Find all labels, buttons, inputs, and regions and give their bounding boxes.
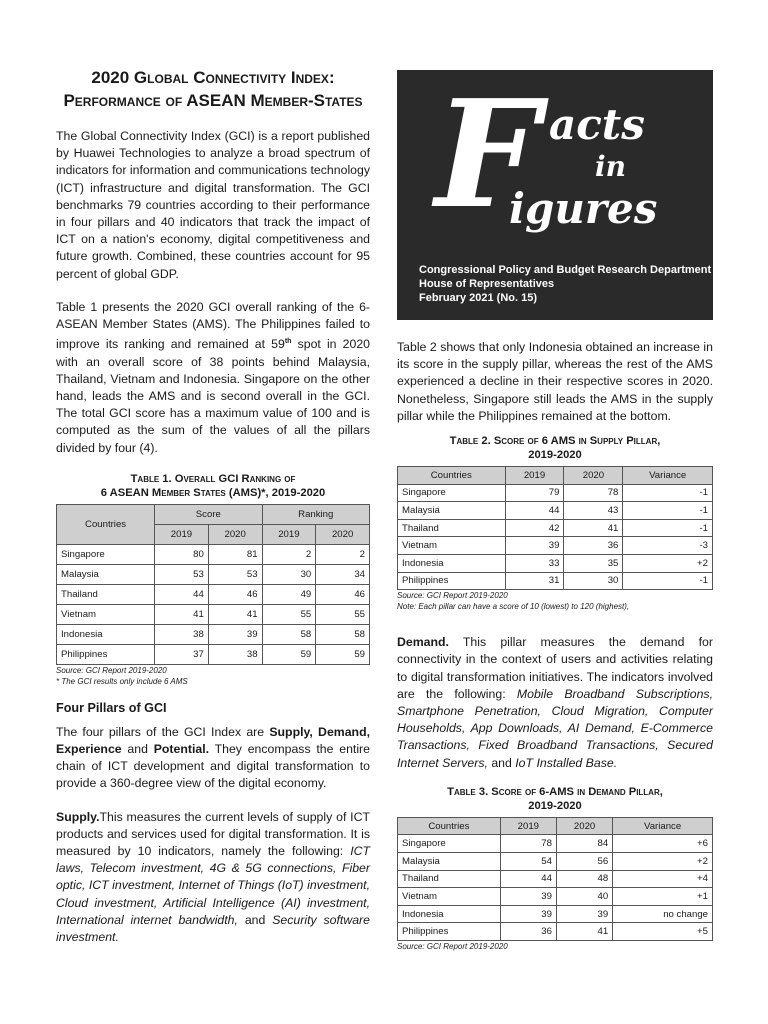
value-2020-cell: 48 bbox=[556, 870, 612, 888]
table-row bbox=[398, 519, 713, 537]
masthead-in: in bbox=[595, 150, 626, 183]
table1-title-line2: 6 ASEAN Member States (AMS)*, 2019-2020 bbox=[100, 486, 326, 499]
table1-source: Source: GCI Report 2019-2020 bbox=[56, 665, 167, 675]
table1-header-rank-2019: 2019 bbox=[262, 524, 316, 544]
country-cell: Vietnam bbox=[398, 537, 506, 555]
rank-2019-cell: 49 bbox=[262, 584, 316, 604]
supply-paragraph bbox=[56, 809, 370, 947]
table1-title bbox=[56, 472, 370, 500]
variance-cell: +2 bbox=[623, 554, 713, 572]
left-column bbox=[56, 66, 370, 946]
score-2019-cell: 41 bbox=[155, 604, 209, 624]
masthead-acts: acts bbox=[549, 100, 645, 149]
value-2020-cell: 56 bbox=[556, 852, 612, 870]
value-2019-cell: 39 bbox=[500, 888, 556, 906]
table3-source: Source: GCI Report 2019-2020 bbox=[397, 941, 508, 951]
country-cell: Thailand bbox=[398, 519, 506, 537]
table1-header-score-2019: 2019 bbox=[155, 524, 209, 544]
table-row bbox=[398, 554, 713, 572]
table1-header-rank-2020: 2020 bbox=[316, 524, 370, 544]
rank-2020-cell: 59 bbox=[316, 644, 370, 664]
variance-cell: +5 bbox=[613, 923, 713, 941]
country-cell: Vietnam bbox=[57, 604, 155, 624]
variance-cell: -1 bbox=[623, 572, 713, 590]
rank-2020-cell: 34 bbox=[316, 564, 370, 584]
demand-list: Mobile Broadband Subscriptions, Smartphone Penetration, Cloud Migration, Computer Households, App Downloads, AI Demand, E-Commerce Transactions, Fixed Broadband Transactions, Secured Internet Servers, bbox=[397, 686, 713, 770]
table3-header-2019: 2019 bbox=[500, 817, 556, 835]
facts-in-figures-masthead bbox=[397, 70, 713, 320]
value-2019-cell: 31 bbox=[505, 572, 564, 590]
value-2020-cell: 84 bbox=[556, 835, 612, 853]
table-row bbox=[398, 572, 713, 590]
variance-cell: -1 bbox=[623, 519, 713, 537]
rank-2020-cell: 58 bbox=[316, 624, 370, 644]
table1-header-ranking: Ranking bbox=[262, 504, 369, 524]
table1-note: * The GCI results only include 6 AMS bbox=[56, 676, 188, 686]
score-2019-cell: 80 bbox=[155, 544, 209, 564]
table3-header-countries: Countries bbox=[398, 817, 501, 835]
value-2019-cell: 44 bbox=[505, 502, 564, 520]
rank-2019-cell: 58 bbox=[262, 624, 316, 644]
value-2019-cell: 54 bbox=[500, 852, 556, 870]
country-cell: Malaysia bbox=[57, 564, 155, 584]
value-2019-cell: 79 bbox=[505, 484, 564, 502]
para2-superscript: th bbox=[284, 338, 292, 346]
table-row bbox=[398, 888, 713, 906]
rank-2019-cell: 55 bbox=[262, 604, 316, 624]
table3-header-variance: Variance bbox=[613, 817, 713, 835]
rank-2020-cell: 46 bbox=[316, 584, 370, 604]
country-cell: Thailand bbox=[398, 870, 501, 888]
table1-intro-paragraph bbox=[56, 299, 370, 457]
para2-text-a: Table 1 presents the 2020 GCI overall ranking of the 6-ASEAN Member States (AMS). The Philippines failed to improve its ranking and remained at 59 bbox=[56, 299, 370, 352]
score-2020-cell: 53 bbox=[208, 564, 262, 584]
value-2019-cell: 44 bbox=[500, 870, 556, 888]
table3-title-line2: 2019-2020 bbox=[528, 799, 582, 812]
rank-2019-cell: 59 bbox=[262, 644, 316, 664]
table-row bbox=[398, 870, 713, 888]
table2-title-line1: Table 2. Score of 6 AMS in Supply Pillar, bbox=[449, 435, 661, 448]
value-2019-cell: 39 bbox=[505, 537, 564, 555]
score-2019-cell: 53 bbox=[155, 564, 209, 584]
table-row bbox=[57, 564, 370, 584]
table2-header-variance: Variance bbox=[623, 467, 713, 485]
value-2019-cell: 78 bbox=[500, 835, 556, 853]
table-row bbox=[398, 835, 713, 853]
masthead-info bbox=[419, 263, 711, 305]
page-title: 2020 Global Connectivity Index: Performance of ASEAN Member-States bbox=[63, 68, 363, 110]
variance-cell: +4 bbox=[613, 870, 713, 888]
score-2020-cell: 38 bbox=[208, 644, 262, 664]
table-row bbox=[398, 905, 713, 923]
rank-2019-cell: 2 bbox=[262, 544, 316, 564]
table3-demand-pillar bbox=[397, 817, 713, 941]
table3-title bbox=[397, 785, 713, 813]
country-cell: Malaysia bbox=[398, 852, 501, 870]
variance-cell: no change bbox=[613, 905, 713, 923]
value-2020-cell: 30 bbox=[564, 572, 623, 590]
supply-and: and bbox=[237, 912, 273, 927]
table-row bbox=[57, 584, 370, 604]
table-row bbox=[398, 852, 713, 870]
value-2019-cell: 36 bbox=[500, 923, 556, 941]
value-2020-cell: 43 bbox=[564, 502, 623, 520]
supply-list: ICT laws, Telecom investment, 4G & 5G connections, Fiber optic, ICT investment, Internet of Things (IoT) investment, Cloud investment, Artificial Intelligence (AI) investment, International internet bandwidth, bbox=[56, 843, 370, 927]
country-cell: Indonesia bbox=[57, 624, 155, 644]
variance-cell: +1 bbox=[613, 888, 713, 906]
table-row bbox=[57, 544, 370, 564]
four-pillars-text-a: The four pillars of the GCI Index are bbox=[56, 724, 270, 739]
table1-header-score: Score bbox=[155, 504, 262, 524]
supply-last: Security software investment. bbox=[56, 912, 370, 944]
table1-header-countries: Countries bbox=[57, 504, 155, 544]
value-2019-cell: 39 bbox=[500, 905, 556, 923]
table2-header-countries: Countries bbox=[398, 467, 506, 485]
table2-header-2019: 2019 bbox=[505, 467, 564, 485]
table-row bbox=[57, 604, 370, 624]
country-cell: Singapore bbox=[398, 484, 506, 502]
table2-supply-pillar bbox=[397, 466, 713, 590]
four-pillars-text-e: They encompass the entire chain of ICT development and digital transformation to provide a 360-degree view of the digital economy. bbox=[56, 741, 370, 791]
country-cell: Singapore bbox=[57, 544, 155, 564]
four-pillars-bold-d: Potential. bbox=[153, 741, 210, 756]
table1-header-score-2020: 2020 bbox=[208, 524, 262, 544]
demand-and: and bbox=[487, 755, 516, 770]
score-2020-cell: 39 bbox=[208, 624, 262, 644]
table2-header-2020: 2020 bbox=[564, 467, 623, 485]
table2-title-line2: 2019-2020 bbox=[528, 449, 582, 462]
country-cell: Indonesia bbox=[398, 554, 506, 572]
score-2020-cell: 41 bbox=[208, 604, 262, 624]
four-pillars-heading: Four Pillars of GCI bbox=[56, 700, 167, 715]
demand-text: This pillar measures the demand for connectivity in the context of users and activities relating to digital transformation initiatives. The indicators involved are the following: bbox=[397, 635, 713, 701]
four-pillars-text-c: and bbox=[121, 741, 154, 756]
value-2020-cell: 36 bbox=[564, 537, 623, 555]
demand-last: IoT Installed Base. bbox=[515, 755, 618, 770]
masthead-igures: igures bbox=[509, 184, 658, 233]
table-row bbox=[57, 624, 370, 644]
country-cell: Thailand bbox=[57, 584, 155, 604]
rank-2019-cell: 30 bbox=[262, 564, 316, 584]
intro-paragraph: The Global Connectivity Index (GCI) is a report published by Huawei Technologies to analyze a broad spectrum of indicators for information and communications technology (ICT) infrastructure and digital transformation. The GCI benchmarks 79 countries according to their performance in four pillars and 40 indicators that track the impact of ICT on a nation's economy, digital competitiveness and future growth. Combined, these countries account for 95 percent of global GDP. bbox=[56, 129, 370, 281]
demand-paragraph bbox=[397, 634, 713, 772]
supply-lead: Supply. bbox=[56, 809, 100, 824]
country-cell: Philippines bbox=[57, 644, 155, 664]
table2-source: Source: GCI Report 2019-2020 bbox=[397, 591, 508, 601]
table-row bbox=[398, 537, 713, 555]
four-pillars-bold-b: Supply, Demand, Experience bbox=[56, 724, 370, 756]
country-cell: Malaysia bbox=[398, 502, 506, 520]
value-2019-cell: 42 bbox=[505, 519, 564, 537]
masthead-dept: Congressional Policy and Budget Research Department bbox=[419, 264, 712, 276]
score-2019-cell: 37 bbox=[155, 644, 209, 664]
value-2020-cell: 41 bbox=[564, 519, 623, 537]
rank-2020-cell: 55 bbox=[316, 604, 370, 624]
variance-cell: +2 bbox=[613, 852, 713, 870]
table1-gci-ranking bbox=[56, 504, 370, 665]
value-2020-cell: 78 bbox=[564, 484, 623, 502]
masthead-house: House of Representatives bbox=[419, 278, 555, 290]
value-2019-cell: 33 bbox=[505, 554, 564, 572]
para2-text-b: spot in 2020 with an overall score of 38 points behind Malaysia, Thailand, Vietnam and Indonesia. Singapore on the other hand, leads the AMS and is second overall in the GCI. The total GCI score has a maximum value of 100 and is computed as the sum of the values of all the pillars divided by four (4). bbox=[56, 337, 371, 455]
table2-title bbox=[397, 434, 713, 462]
country-cell: Philippines bbox=[398, 923, 501, 941]
value-2020-cell: 35 bbox=[564, 554, 623, 572]
value-2020-cell: 39 bbox=[556, 905, 612, 923]
table-row bbox=[398, 502, 713, 520]
score-2019-cell: 38 bbox=[155, 624, 209, 644]
table-row bbox=[57, 644, 370, 664]
variance-cell: -3 bbox=[623, 537, 713, 555]
value-2020-cell: 41 bbox=[556, 923, 612, 941]
country-cell: Philippines bbox=[398, 572, 506, 590]
value-2020-cell: 40 bbox=[556, 888, 612, 906]
score-2020-cell: 46 bbox=[208, 584, 262, 604]
score-2020-cell: 81 bbox=[208, 544, 262, 564]
variance-cell: +6 bbox=[613, 835, 713, 853]
table2-intro-paragraph: Table 2 shows that only Indonesia obtained an increase in its score in the supply pillar, whereas the rest of the AMS experienced a decline in their respective scores in 2020. Nonetheless, Singapore still leads the AMS in the supply pillar while the Philippines remained at the bottom. bbox=[397, 340, 713, 423]
table2-note: Note: Each pillar can have a score of 10 (lowest) to 120 (highest), bbox=[397, 602, 630, 612]
table-row bbox=[398, 484, 713, 502]
rank-2020-cell: 2 bbox=[316, 544, 370, 564]
country-cell: Vietnam bbox=[398, 888, 501, 906]
table1-title-line1: Table 1. Overall GCI Ranking of bbox=[130, 472, 296, 485]
supply-text: This measures the current levels of supply of ICT products and services used for digital transformation. It is measured by 10 indicators, namely the following: bbox=[56, 809, 370, 858]
table3-header-2020: 2020 bbox=[556, 817, 612, 835]
country-cell: Singapore bbox=[398, 835, 501, 853]
four-pillars-paragraph bbox=[56, 724, 370, 793]
table-row bbox=[398, 923, 713, 941]
table3-title-line1: Table 3. Score of 6-AMS in Demand Pillar, bbox=[447, 785, 663, 798]
country-cell: Indonesia bbox=[398, 905, 501, 923]
masthead-letter-f: F bbox=[435, 70, 541, 241]
demand-lead: Demand. bbox=[397, 635, 449, 650]
right-column bbox=[397, 70, 713, 952]
variance-cell: -1 bbox=[623, 484, 713, 502]
score-2019-cell: 44 bbox=[155, 584, 209, 604]
variance-cell: -1 bbox=[623, 502, 713, 520]
masthead-issue: February 2021 (No. 15) bbox=[419, 292, 537, 304]
